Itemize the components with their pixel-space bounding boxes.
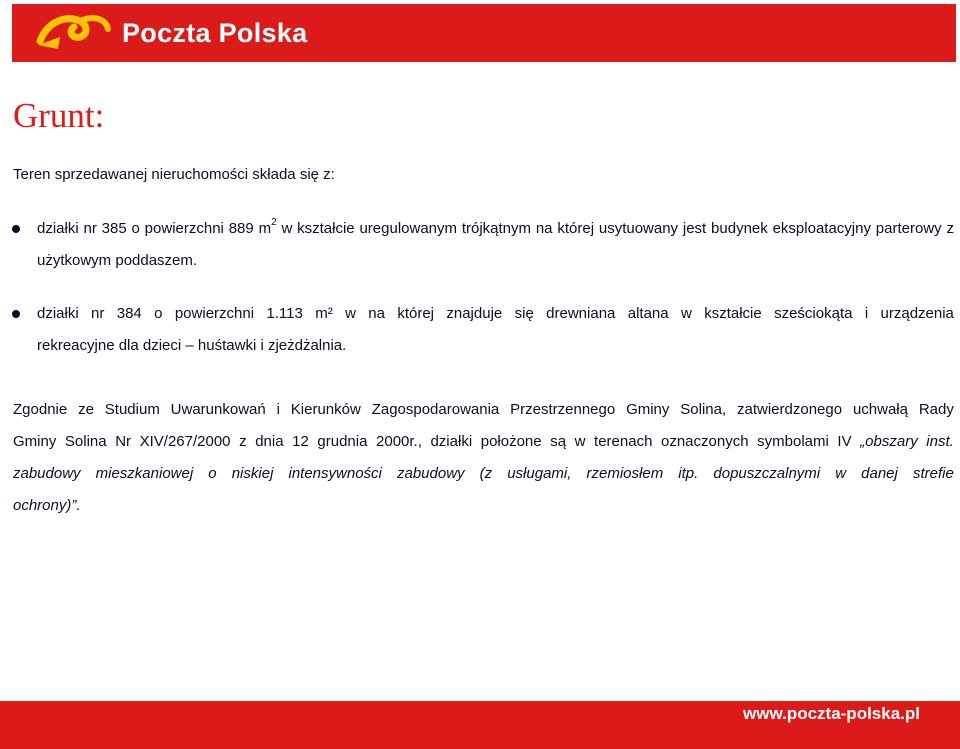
word: rzemiosłem	[586, 465, 664, 482]
word: Studium	[104, 401, 160, 418]
brand-name: Poczta Polska	[122, 17, 308, 48]
bullet-icon	[12, 225, 20, 233]
word: Rady	[918, 401, 954, 418]
word: zatwierdzonego	[737, 401, 843, 418]
word: o	[154, 305, 163, 322]
word: Solina	[64, 433, 107, 450]
word: intensywności	[288, 465, 382, 482]
word: w	[574, 433, 586, 450]
word: drewniana	[546, 305, 616, 322]
word: mieszkaniowej	[95, 465, 194, 482]
bullet-icon	[12, 310, 20, 318]
word: Nr	[115, 433, 132, 450]
word: Uwarunkowań	[170, 401, 266, 418]
word: działki	[37, 305, 79, 322]
word: usługami,	[507, 465, 572, 482]
word: działki	[430, 433, 473, 450]
word: strefie	[912, 465, 954, 482]
logo	[36, 10, 307, 56]
footer-url: www.poczta-polska.pl	[743, 704, 920, 723]
word: Gminy	[13, 433, 57, 450]
list-item	[37, 298, 954, 362]
list-item-line	[37, 298, 954, 330]
word: Gminy	[626, 401, 670, 418]
word: 1.113	[266, 305, 303, 322]
post-horn-icon	[36, 11, 112, 55]
word: danej	[861, 465, 898, 482]
word: sześciokąta	[774, 305, 853, 322]
word: grudnia	[317, 433, 368, 450]
list-item	[37, 213, 954, 277]
header-banner	[12, 4, 956, 62]
zoning-paragraph	[13, 394, 954, 522]
paragraph-line	[13, 458, 954, 490]
paragraph-line	[13, 394, 954, 426]
word: nr	[91, 305, 105, 322]
word: zabudowy	[396, 465, 465, 482]
word: położone	[480, 433, 542, 450]
word: z	[239, 433, 247, 450]
word: itp.	[678, 465, 699, 482]
word: ze	[78, 401, 94, 418]
word: o	[208, 465, 217, 482]
page-title: Grunt:	[13, 96, 105, 135]
word: w	[680, 305, 692, 322]
word: 384	[116, 305, 142, 322]
word: w	[345, 305, 356, 322]
word: na	[368, 305, 385, 322]
list-item-line: rekreacyjne dla dzieci – huśtawki i zjeżdżalnia.	[37, 337, 347, 354]
paragraph-line	[13, 490, 954, 522]
word: „obszary	[860, 433, 918, 450]
word: m²	[315, 305, 333, 322]
word: w	[835, 465, 847, 482]
word: uchwałą	[852, 401, 908, 418]
word: IV	[837, 433, 852, 450]
word: oznaczonych	[661, 433, 749, 450]
word: 12	[292, 433, 309, 450]
word: altana	[627, 305, 669, 322]
word: i	[864, 305, 869, 322]
paragraph-text: ochrony)”.	[13, 497, 81, 514]
word: zabudowy	[13, 465, 81, 482]
word: Kierunków	[290, 401, 361, 418]
word: i	[276, 401, 280, 418]
paragraph-line	[13, 426, 954, 458]
word: są	[550, 433, 567, 450]
word: Przestrzennego	[510, 401, 616, 418]
word: Zagospodarowania	[371, 401, 500, 418]
word: urządzenia	[880, 305, 954, 322]
word: terenach	[594, 433, 653, 450]
word: Solina,	[680, 401, 727, 418]
list-item-text: w kształcie uregulowanym trójkątnym na której usytuowany jest budynek eksploatacyjny parterowy z użytkowym poddaszem.	[37, 220, 954, 269]
word: 2000r.,	[376, 433, 422, 450]
superscript: 2	[271, 217, 277, 228]
word: kształcie	[704, 305, 762, 322]
word: XIV/267/2000	[139, 433, 231, 450]
word: Zgodnie	[13, 401, 68, 418]
intro-text: Teren sprzedawanej nieruchomości składa się z:	[13, 166, 335, 183]
word: powierzchni	[174, 305, 255, 322]
word: się	[514, 305, 534, 322]
word: symbolami	[757, 433, 829, 450]
word: której	[397, 305, 435, 322]
word: dnia	[255, 433, 284, 450]
word: dopuszczalnymi	[713, 465, 821, 482]
list-item-text: działki nr 385 o powierzchni 889 m	[37, 220, 272, 237]
word: inst.	[926, 433, 954, 450]
word: (z	[479, 465, 493, 482]
word: niskiej	[231, 465, 274, 482]
word: znajduje	[446, 305, 503, 322]
